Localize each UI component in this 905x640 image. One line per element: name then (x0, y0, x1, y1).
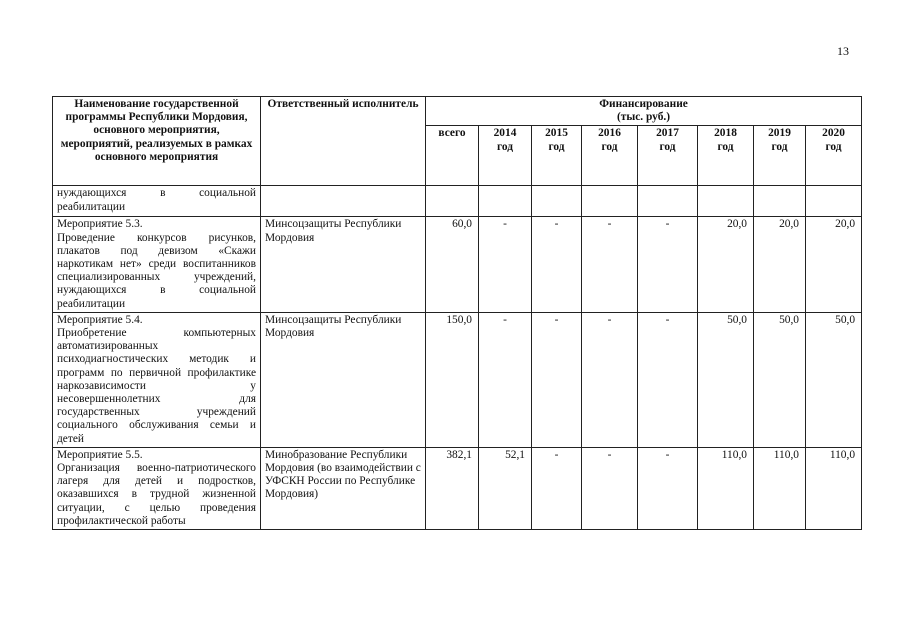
year-header: 2014 год (479, 126, 532, 186)
executor-cell: Минсоцзащиты Республики Мордовия (261, 312, 426, 447)
year-value-cell: 50,0 (754, 312, 806, 447)
program-description-cell (53, 186, 261, 217)
year-value-cell: - (582, 447, 638, 529)
year-value-cell: - (479, 217, 532, 312)
year-value-cell (479, 186, 532, 217)
year-header: 2015 год (532, 126, 582, 186)
year-value-cell: - (479, 312, 532, 447)
year-value-cell: 20,0 (806, 217, 862, 312)
year-value-cell: 50,0 (698, 312, 754, 447)
activity-description: Организация военно-патриотического лагеря для детей и подростков, оказавшихся в трудной жизненной ситуации, с целью проведения профилактической работы (57, 462, 256, 527)
activity-description: нуждающихся в социальной реабилитации (57, 187, 256, 213)
table-row (53, 312, 862, 447)
year-value-cell: 20,0 (698, 217, 754, 312)
header-row-1 (53, 97, 862, 126)
year-value-cell (806, 186, 862, 217)
year-value-cell: 110,0 (806, 447, 862, 529)
year-value-cell: - (532, 312, 582, 447)
year-header: 2017 год (638, 126, 698, 186)
year-value-cell (754, 186, 806, 217)
year-value-cell (532, 186, 582, 217)
program-name-header: Наименование государственной программы Республики Мордовия, основного мероприятия, мероприятий, реализуемых в рамках основного мероприятия (53, 97, 261, 186)
year-value-cell: 20,0 (754, 217, 806, 312)
year-value-cell: - (532, 447, 582, 529)
total-cell: 382,1 (426, 447, 479, 529)
executor-cell: Минобразование Республики Мордовия (во взаимодействии с УФСКН России по Республике Мордовия) (261, 447, 426, 529)
program-description-cell (53, 447, 261, 529)
table-row (53, 186, 862, 217)
financing-table (52, 96, 862, 530)
financing-unit: (тыс. руб.) (616, 111, 671, 124)
year-value-cell: 52,1 (479, 447, 532, 529)
financing-title: Финансирование (599, 98, 688, 110)
year-value-cell: 110,0 (698, 447, 754, 529)
total-cell: 150,0 (426, 312, 479, 447)
page-number: 13 (837, 44, 849, 58)
year-value-cell: - (582, 312, 638, 447)
total-cell: 60,0 (426, 217, 479, 312)
year-value-cell: - (638, 312, 698, 447)
year-value-cell: 50,0 (806, 312, 862, 447)
table-row (53, 217, 862, 312)
activity-label: Мероприятие 5.4. (57, 313, 143, 326)
year-value-cell: 110,0 (754, 447, 806, 529)
year-header: 2020 год (806, 126, 862, 186)
activity-description: Проведение конкурсов рисунков, плакатов под девизом «Скажи наркотикам нет» среди воспитанников специализированных учреждений, нуждающихся в социальной реабилитации (57, 231, 256, 310)
activity-label: Мероприятие 5.3. (57, 218, 143, 231)
year-header: 2018 год (698, 126, 754, 186)
executor-header: Ответственный исполнитель (261, 97, 426, 186)
table-row (53, 447, 862, 529)
year-header: 2019 год (754, 126, 806, 186)
total-cell (426, 186, 479, 217)
program-description-cell (53, 217, 261, 312)
year-value-cell (638, 186, 698, 217)
total-header: всего (426, 126, 479, 186)
year-header: 2016 год (582, 126, 638, 186)
year-value-cell: - (638, 217, 698, 312)
year-value-cell (582, 186, 638, 217)
year-value-cell (698, 186, 754, 217)
program-description-cell (53, 312, 261, 447)
year-value-cell: - (638, 447, 698, 529)
executor-cell (261, 186, 426, 217)
financing-header (426, 97, 862, 126)
year-value-cell: - (532, 217, 582, 312)
activity-description: Приобретение компьютерных автоматизированных психодиагностических методик и программ по первичной профилактике наркозависимости у несовершеннолетних для государственных учреждений социального обслуживания семьи и детей (57, 327, 256, 445)
year-value-cell: - (582, 217, 638, 312)
activity-label: Мероприятие 5.5. (57, 448, 143, 461)
executor-cell: Минсоцзащиты Республики Мордовия (261, 217, 426, 312)
